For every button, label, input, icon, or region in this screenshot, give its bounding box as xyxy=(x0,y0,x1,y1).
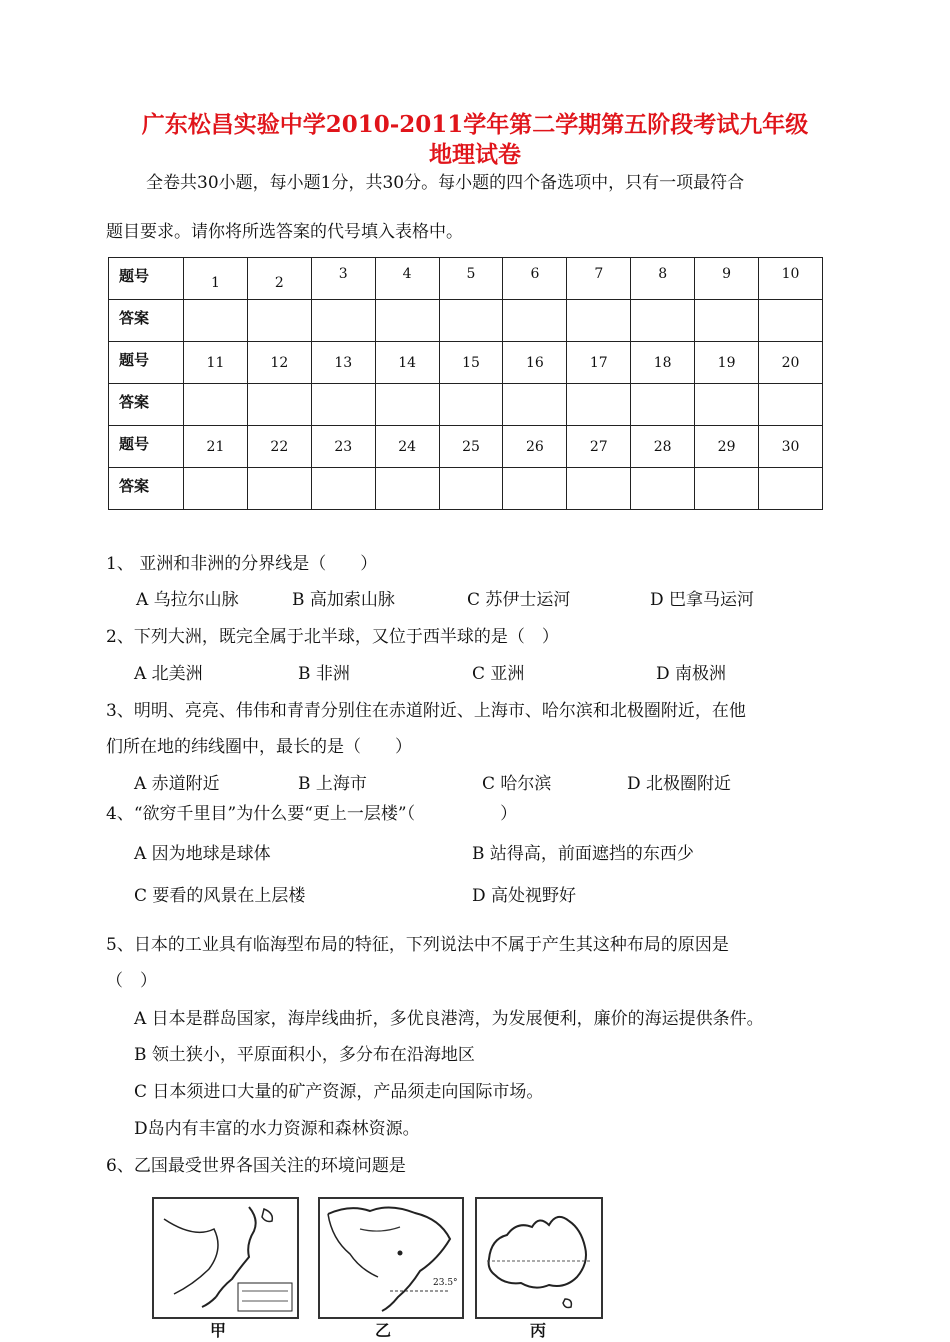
number-cell: 25 xyxy=(439,426,503,468)
answer-cell[interactable] xyxy=(567,300,631,342)
answer-cell[interactable] xyxy=(311,300,375,342)
table-row xyxy=(109,342,823,384)
q5-option-b: B 领土狭小，平原面积小，多分布在沿海地区 xyxy=(134,1045,475,1065)
question-3-stem-line1: 3、明明、亮亮、伟伟和青青分别住在赤道附近、上海市、哈尔滨和北极圈附近，在他 xyxy=(106,701,746,721)
q3-option-c: C 哈尔滨 xyxy=(482,774,552,794)
number-cell: 17 xyxy=(567,342,631,384)
answer-cell[interactable] xyxy=(311,384,375,426)
map-brazil xyxy=(318,1197,464,1319)
number-cell: 28 xyxy=(631,426,695,468)
question-6-stem: 6、乙国最受世界各国关注的环境问题是 xyxy=(106,1156,406,1176)
number-cell: 5 xyxy=(439,258,503,300)
number-cell: 12 xyxy=(247,342,311,384)
q4-option-b: B 站得高，前面遮挡的东西少 xyxy=(472,844,694,864)
question-5-stem-line1: 5、日本的工业具有临海型布局的特征，下列说法中不属于产生其这种布局的原因是 xyxy=(106,935,729,955)
q4-option-d: D 高处视野好 xyxy=(472,886,577,906)
q2-option-b: B 非洲 xyxy=(298,664,350,684)
answer-cell[interactable] xyxy=(247,468,311,510)
number-cell: 29 xyxy=(695,426,759,468)
map-australia xyxy=(475,1197,603,1319)
answer-cell[interactable] xyxy=(247,300,311,342)
answer-table xyxy=(108,257,823,510)
q5-option-d: D岛内有丰富的水力资源和森林资源。 xyxy=(134,1119,420,1139)
answer-cell[interactable] xyxy=(631,300,695,342)
number-cell: 14 xyxy=(375,342,439,384)
number-cell: 26 xyxy=(503,426,567,468)
q3-option-a: A 赤道附近 xyxy=(134,774,220,794)
number-cell: 8 xyxy=(631,258,695,300)
number-cell: 16 xyxy=(503,342,567,384)
exam-title-line2: 地理试卷 xyxy=(429,141,521,168)
question-4-stem: 4、“欲穷千里目”为什么要“更上一层楼”（ ） xyxy=(106,804,518,824)
australia-outline-icon xyxy=(477,1199,601,1317)
answer-cell[interactable] xyxy=(759,384,823,426)
number-cell: 23 xyxy=(311,426,375,468)
number-cell: 10 xyxy=(759,258,823,300)
answer-cell[interactable] xyxy=(375,300,439,342)
answer-cell[interactable] xyxy=(311,468,375,510)
brazil-outline-icon xyxy=(320,1199,462,1317)
q5-option-c: C 日本须进口大量的矿产资源，产品须走向国际市场。 xyxy=(134,1082,544,1102)
map-label-bing: 丙 xyxy=(530,1321,547,1340)
answer-cell[interactable] xyxy=(247,384,311,426)
number-cell: 13 xyxy=(311,342,375,384)
japan-outline-icon xyxy=(154,1199,297,1317)
answer-cell[interactable] xyxy=(503,384,567,426)
answer-cell[interactable] xyxy=(759,300,823,342)
number-cell: 6 xyxy=(503,258,567,300)
q3-option-b: B 上海市 xyxy=(298,774,367,794)
number-cell: 7 xyxy=(567,258,631,300)
answer-cell[interactable] xyxy=(631,384,695,426)
answer-cell[interactable] xyxy=(375,384,439,426)
q4-option-c: C 要看的风景在上层楼 xyxy=(134,886,306,906)
answer-cell[interactable] xyxy=(439,300,503,342)
answer-cell[interactable] xyxy=(759,468,823,510)
number-cell: 21 xyxy=(184,426,248,468)
number-cell: 9 xyxy=(695,258,759,300)
table-row xyxy=(109,300,823,342)
intro-line2: 题目要求。请你将所选答案的代号填入表格中。 xyxy=(106,222,463,242)
question-2-stem: 2、下列大洲，既完全属于北半球，又位于西半球的是（ ） xyxy=(106,627,559,647)
header-cell: 题号 xyxy=(109,426,184,468)
q2-option-c: C 亚洲 xyxy=(472,664,525,684)
answer-cell[interactable] xyxy=(695,300,759,342)
answer-cell[interactable] xyxy=(439,468,503,510)
number-cell: 27 xyxy=(567,426,631,468)
number-cell: 30 xyxy=(759,426,823,468)
number-cell: 2 xyxy=(247,258,311,300)
q2-option-d: D 南极洲 xyxy=(656,664,727,684)
map-japan xyxy=(152,1197,299,1319)
header-cell: 题号 xyxy=(109,342,184,384)
table-row xyxy=(109,258,823,300)
number-cell: 22 xyxy=(247,426,311,468)
q1-option-c: C 苏伊士运河 xyxy=(467,590,571,610)
header-cell: 答案 xyxy=(109,384,184,426)
answer-cell[interactable] xyxy=(567,384,631,426)
question-1-stem: 1、 亚洲和非洲的分界线是（ ） xyxy=(106,554,378,574)
answer-cell[interactable] xyxy=(439,384,503,426)
table-row xyxy=(109,384,823,426)
answer-cell[interactable] xyxy=(503,300,567,342)
map-latitude-note: 23.5° xyxy=(433,1278,458,1288)
answer-cell[interactable] xyxy=(184,468,248,510)
header-cell: 答案 xyxy=(109,300,184,342)
number-cell: 15 xyxy=(439,342,503,384)
number-cell: 19 xyxy=(695,342,759,384)
intro-line1: 全卷共30小题，每小题1分，共30分。每小题的四个备选项中，只有一项最符合 xyxy=(146,173,745,193)
table-row xyxy=(109,468,823,510)
answer-cell[interactable] xyxy=(567,468,631,510)
map-label-jia: 甲 xyxy=(210,1321,227,1340)
q1-option-a: A 乌拉尔山脉 xyxy=(136,590,239,610)
q2-option-a: A 北美洲 xyxy=(134,664,203,684)
answer-cell[interactable] xyxy=(503,468,567,510)
answer-cell[interactable] xyxy=(184,300,248,342)
q1-option-d: D 巴拿马运河 xyxy=(650,590,755,610)
number-cell: 11 xyxy=(184,342,248,384)
number-cell: 4 xyxy=(375,258,439,300)
answer-cell[interactable] xyxy=(631,468,695,510)
header-cell: 题号 xyxy=(109,258,184,300)
number-cell: 3 xyxy=(311,258,375,300)
q3-option-d: D 北极圈附近 xyxy=(627,774,732,794)
question-3-stem-line2: 们所在地的纬线圈中，最长的是（ ） xyxy=(106,737,412,757)
map-label-yi: 乙 xyxy=(375,1321,392,1340)
number-cell: 20 xyxy=(759,342,823,384)
table-row xyxy=(109,426,823,468)
answer-cell[interactable] xyxy=(184,384,248,426)
header-cell: 答案 xyxy=(109,468,184,510)
answer-cell[interactable] xyxy=(375,468,439,510)
q1-option-b: B 高加索山脉 xyxy=(292,590,395,610)
exam-title-line1: 广东松昌实验中学2010-2011学年第二学期第五阶段考试九年级 xyxy=(141,111,809,138)
q5-option-a: A 日本是群岛国家，海岸线曲折，多优良港湾，为发展便利，廉价的海运提供条件。 xyxy=(134,1009,764,1029)
number-cell: 18 xyxy=(631,342,695,384)
number-cell: 1 xyxy=(184,258,248,300)
question-5-stem-line2: （ ） xyxy=(106,971,157,991)
q4-option-a: A 因为地球是球体 xyxy=(134,844,271,864)
answer-cell[interactable] xyxy=(695,468,759,510)
number-cell: 24 xyxy=(375,426,439,468)
answer-cell[interactable] xyxy=(695,384,759,426)
